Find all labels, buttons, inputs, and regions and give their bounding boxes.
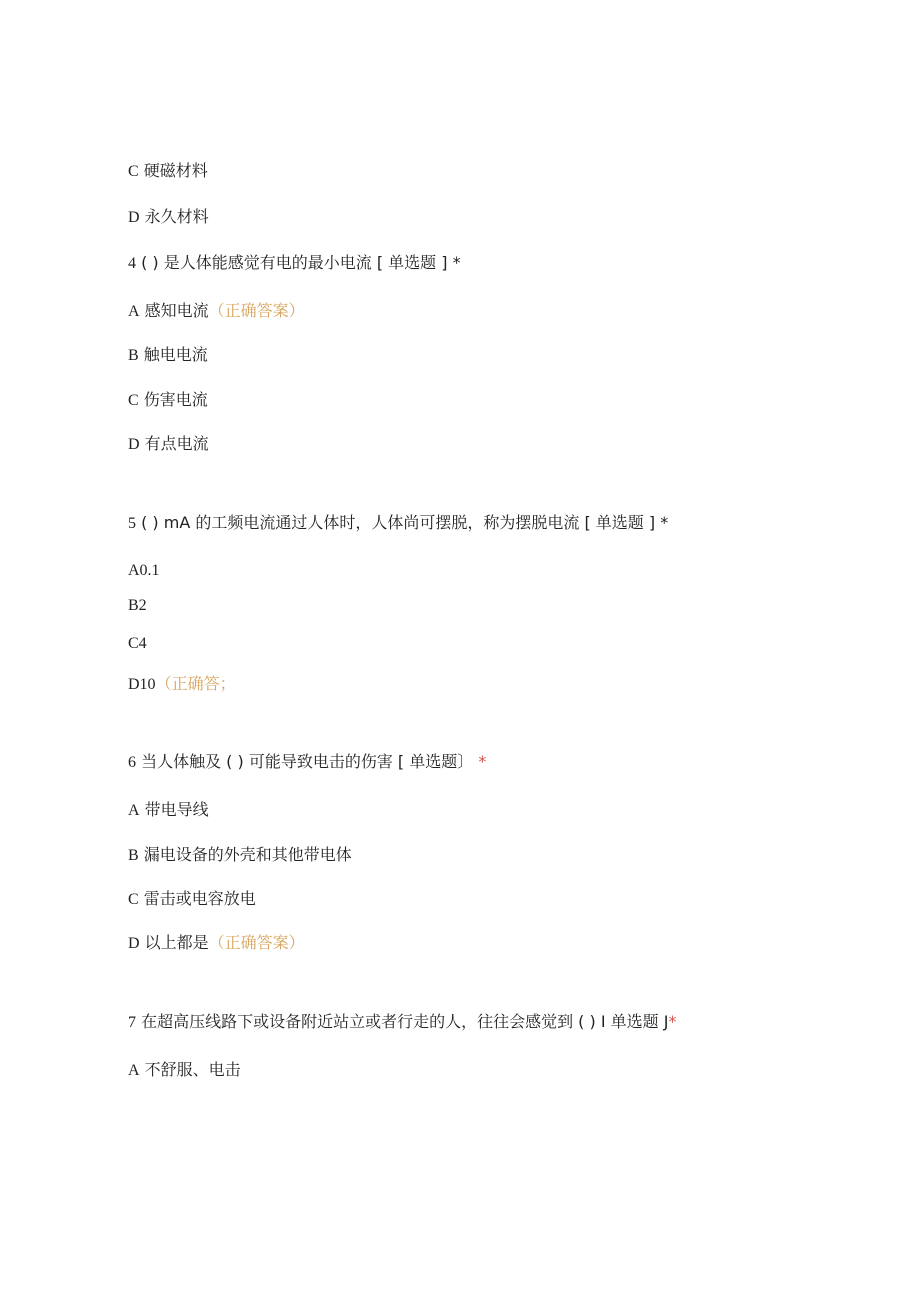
option-label: C4 [128, 635, 147, 652]
option-letter: D [128, 935, 140, 952]
option-letter: A [128, 1062, 140, 1079]
option-text: 硬磁材料 [143, 161, 208, 180]
question-number: 7 [128, 1014, 136, 1031]
option-letter: A [128, 802, 140, 819]
q7-option-a [128, 1060, 241, 1081]
question-4 [128, 253, 461, 274]
correct-answer-mark: （正确答案） [208, 301, 305, 320]
q3-option-d [128, 207, 209, 228]
q5-option-c [128, 633, 147, 654]
q4-option-a [128, 301, 305, 322]
q3-option-c [128, 161, 208, 182]
question-text: ( ) 是人体能感觉有电的最小电流 [ 单选题 ] [141, 253, 448, 272]
q5-option-a [128, 560, 160, 581]
q6-option-d [128, 933, 305, 954]
option-label: D10 [128, 676, 156, 693]
q6-option-b [128, 845, 352, 866]
required-star: * [660, 513, 669, 532]
option-letter: B [128, 847, 139, 864]
option-label: A0.1 [128, 562, 160, 579]
option-letter: B [128, 347, 139, 364]
question-5 [128, 513, 668, 534]
option-text: 漏电设备的外壳和其他带电体 [143, 845, 352, 864]
correct-answer-mark: （正确答案） [208, 933, 305, 952]
option-letter: A [128, 303, 140, 320]
question-6 [128, 752, 486, 773]
option-text: 雷击或电容放电 [143, 889, 256, 908]
question-7 [128, 1012, 676, 1033]
required-star: * [452, 253, 461, 272]
q4-option-d [128, 434, 209, 455]
q4-option-c [128, 390, 208, 411]
option-letter: C [128, 891, 139, 908]
question-text: 在超高压线路下或设备附近站立或者行走的人，往往会感觉到 ( ) I 单选题 J [141, 1012, 669, 1031]
required-star: * [668, 1012, 677, 1031]
question-number: 5 [128, 515, 136, 532]
option-letter: D [128, 209, 140, 226]
question-number: 4 [128, 255, 136, 272]
question-text: 当人体触及 ( ) 可能导致电击的伤害 [ 单选题〕 [141, 752, 474, 771]
option-text: 带电导线 [144, 800, 209, 819]
option-text: 不舒服、电击 [144, 1060, 241, 1079]
option-text: 触电电流 [143, 345, 208, 364]
option-text: 伤害电流 [143, 390, 208, 409]
option-text: 永久材料 [144, 207, 209, 226]
q4-option-b [128, 345, 208, 366]
question-text: ( ) mA 的工频电流通过人体时，人体尚可摆脱，称为摆脱电流 [ 单选题 ] [141, 513, 656, 532]
q5-option-d [128, 674, 236, 695]
q6-option-c [128, 889, 256, 910]
q6-option-a [128, 800, 209, 821]
required-star: * [478, 752, 487, 771]
option-letter: D [128, 436, 140, 453]
question-number: 6 [128, 754, 136, 771]
q5-option-b [128, 595, 147, 616]
option-text: 感知电流 [144, 301, 209, 320]
correct-answer-mark: （正确答； [155, 674, 236, 693]
option-label: B2 [128, 597, 147, 614]
option-text: 有点电流 [144, 434, 209, 453]
option-text: 以上都是 [144, 933, 209, 952]
option-letter: C [128, 392, 139, 409]
option-letter: C [128, 163, 139, 180]
